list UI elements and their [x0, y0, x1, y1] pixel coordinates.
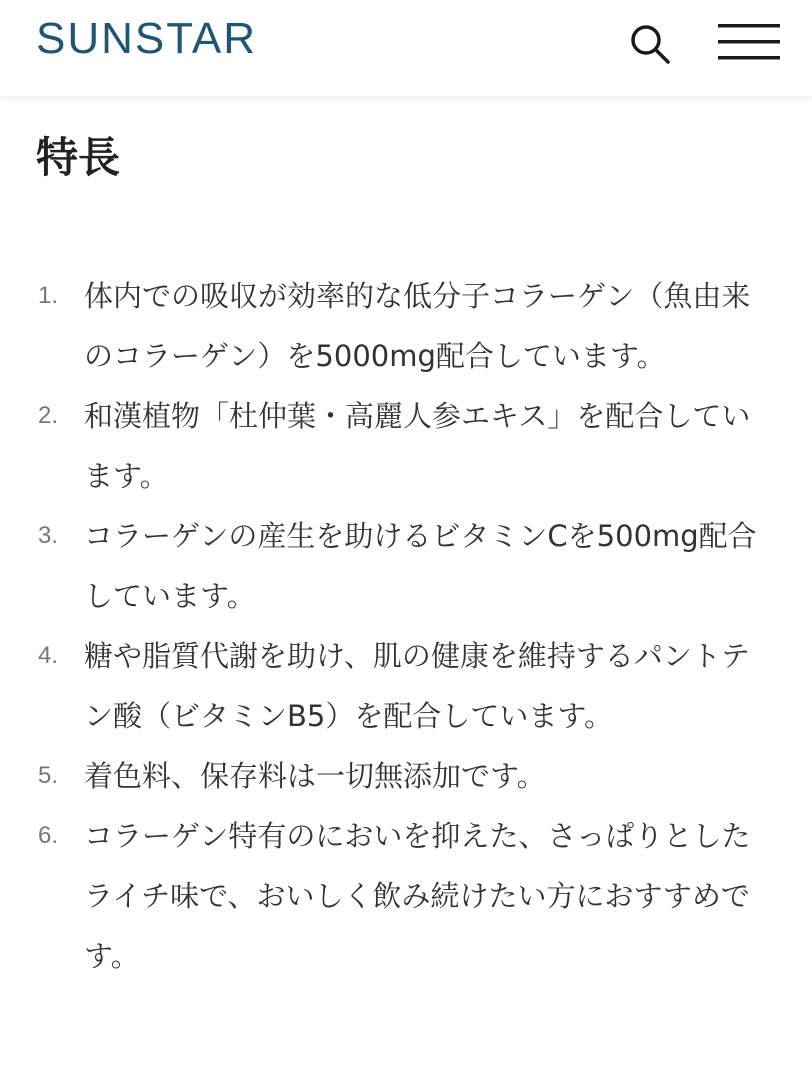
list-number: 2.: [38, 402, 59, 429]
feature-text: 体内での吸収が効率的な低分子コラーゲン（魚由来のコラーゲン）を5000mg配合しています。: [84, 279, 751, 373]
menu-button[interactable]: [718, 20, 780, 64]
list-number: 6.: [38, 822, 59, 849]
feature-text: コラーゲンの産生を助けるビタミンCを500mg配合しています。: [84, 519, 757, 613]
hamburger-menu-icon: [718, 20, 780, 64]
search-button[interactable]: [626, 20, 674, 68]
list-number: 5.: [38, 762, 59, 789]
list-number: 3.: [38, 522, 59, 549]
main-content: [0, 96, 812, 1080]
feature-text: 糖や脂質代謝を助け、肌の健康を維持するパントテン酸（ビタミンB5）を配合しています。: [84, 639, 750, 733]
feature-item-2: [0, 386, 812, 506]
feature-item-6: [0, 806, 812, 986]
feature-item-4: [0, 626, 812, 746]
sunstar-logo[interactable]: SUNSTAR: [36, 14, 257, 63]
site-header: [0, 0, 812, 96]
features-list: [0, 266, 812, 986]
search-icon: [626, 20, 674, 68]
feature-item-3: [0, 506, 812, 626]
list-number: 4.: [38, 642, 59, 669]
page-title: 特長: [36, 133, 121, 182]
list-number: 1.: [38, 282, 59, 309]
feature-text: 和漢植物「杜仲葉・高麗人参エキス」を配合しています。: [84, 399, 751, 493]
feature-text: 着色料、保存料は一切無添加です。: [84, 759, 546, 793]
feature-item-5: [0, 746, 812, 806]
feature-item-1: [0, 266, 812, 386]
feature-text: コラーゲン特有のにおいを抑えた、さっぱりとしたライチ味で、おいしく飲み続けたい方におすすめです。: [84, 819, 751, 973]
